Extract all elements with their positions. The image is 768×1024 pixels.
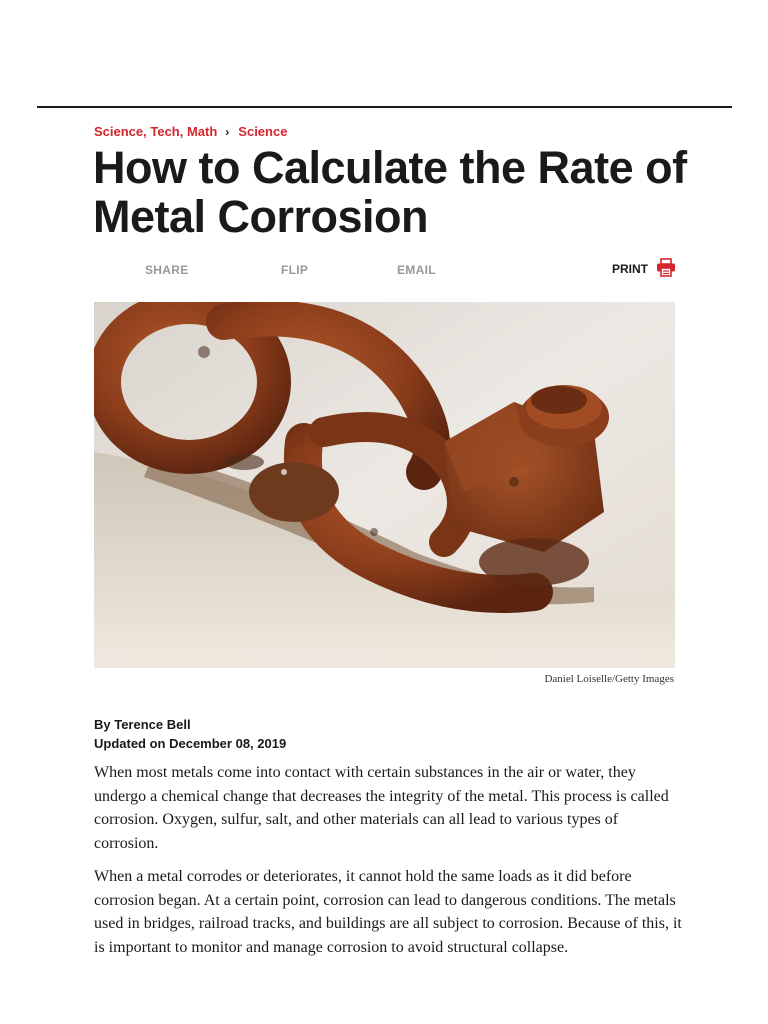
byline: [94, 715, 286, 753]
paragraph: When most metals come into contact with certain substances in the air or water, they undergo a chemical change that decreases the integrity of the metal. This process is called corrosion. Oxygen, sulfur, salt, and other materials can all lead to various types of corrosion.: [94, 764, 669, 853]
hero-image: [94, 302, 675, 668]
header-divider: [37, 106, 732, 108]
updated-date: Updated on December 08, 2019: [94, 736, 287, 751]
chevron-right-icon: ›: [225, 124, 230, 139]
printer-icon: [656, 258, 676, 280]
paragraph: When a metal corrodes or deteriorates, it cannot hold the same loads as it did before corrosion began. At a certain point, corrosion can lead to dangerous conditions. The metals used in bridges, railroad tracks, and buildings are all subject to corrosion. Because of this, it is important to monitor and manage corrosion to avoid structural collapse.: [94, 868, 682, 957]
flip-button[interactable]: FLIP: [281, 263, 309, 277]
share-button[interactable]: SHARE: [145, 263, 189, 277]
print-label: PRINT: [612, 262, 648, 276]
breadcrumb: [94, 124, 287, 139]
breadcrumb-science-tech-math[interactable]: Science, Tech, Math: [94, 124, 218, 139]
email-button[interactable]: EMAIL: [397, 263, 436, 277]
breadcrumb-science[interactable]: Science: [238, 124, 288, 139]
article-title: How to Calculate the Rate of Metal Corrosion: [93, 142, 687, 242]
author-link[interactable]: By Terence Bell: [94, 717, 191, 732]
image-credit: Daniel Loiselle/Getty Images: [544, 673, 674, 685]
print-button[interactable]: [612, 258, 676, 280]
